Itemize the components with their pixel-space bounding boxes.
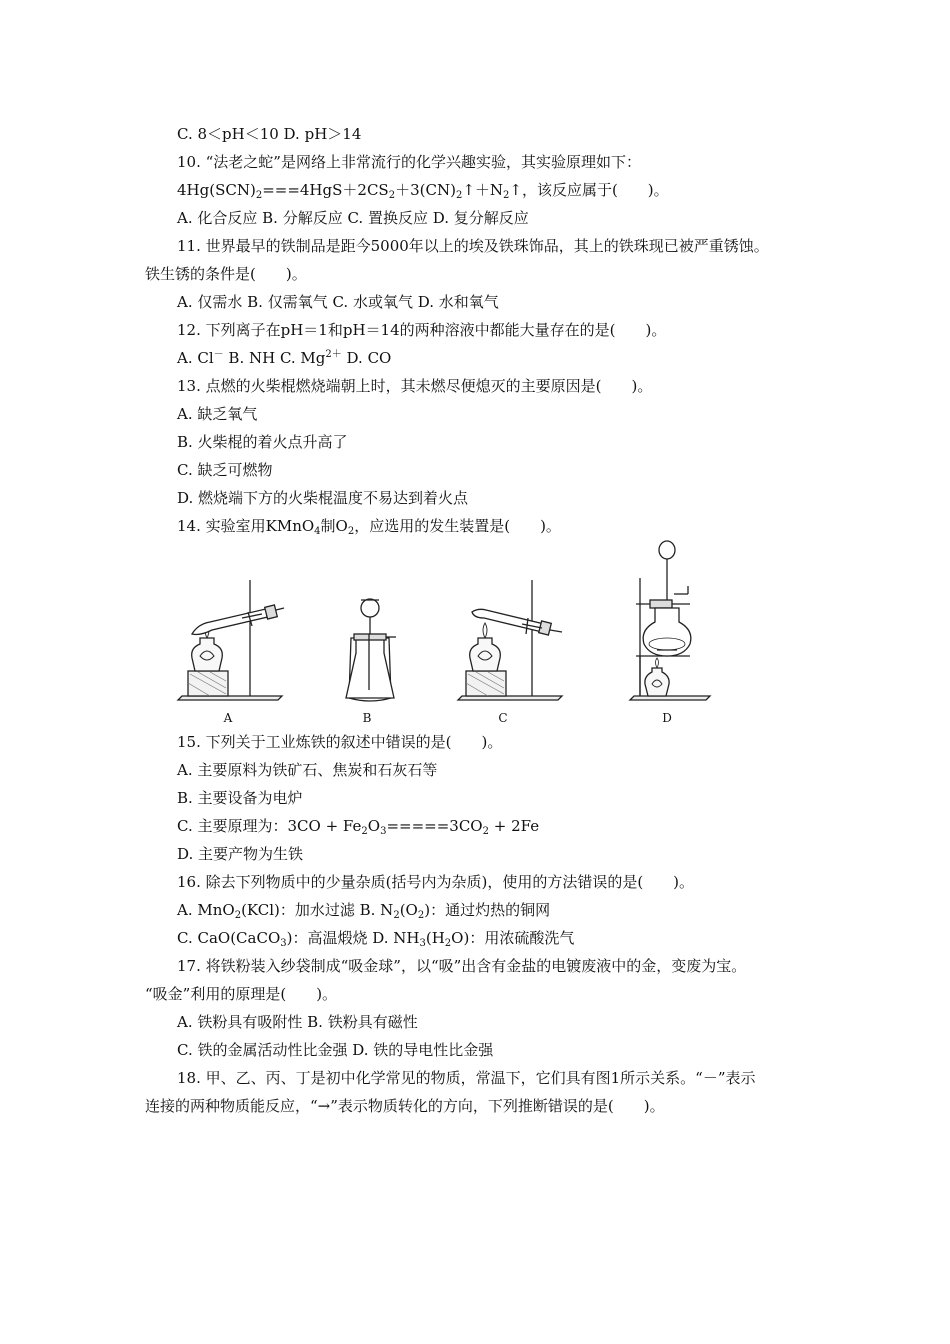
q11-stem-cont: 铁生锈的条件是( )。 <box>145 265 307 283</box>
q10-stem: 10. “法老之蛇”是网络上非常流行的化学兴趣实验，其实验原理如下： <box>177 153 641 171</box>
apparatus-figure <box>170 538 730 728</box>
q11-stem: 11. 世界最早的铁制品是距今5000年以上的埃及铁珠饰品，其上的铁珠现已被严重锈蚀。 <box>177 237 769 255</box>
q13-option-b: B. 火柴棍的着火点升高了 <box>177 433 348 451</box>
q14-stem: 14. 实验室用KMnO$_4$制$O_2$，应选用的发生装置是( )。 <box>177 517 561 537</box>
q16-stem: 16. 除去下列物质中的少量杂质(括号内为杂质)，使用的方法错误的是( )。 <box>177 873 695 891</box>
q15-option-b: B. 主要设备为电炉 <box>177 789 303 807</box>
q11-options: A. 仅需水 B. 仅需氧气 C. 水或氧气 D. 水和氧气 <box>177 293 499 311</box>
figure-label-d: D <box>662 711 672 725</box>
q10-options: A. 化合反应 B. 分解反应 C. 置换反应 D. 复分解反应 <box>177 209 529 227</box>
apparatus-c <box>458 580 562 700</box>
q9-options-cd: C. 8＜pH＜10 D. pH＞14 <box>177 125 362 143</box>
q12-options: A. Cl－ B. NH C. $Mg^{2+}$ D. CO <box>177 349 392 367</box>
q16-options-cd: C. CaO(CaCO$_3$)：高温煅烧 D. $NH_3(H_2O)$：用浓硫酸洗气 <box>177 929 575 949</box>
q15-option-c: C. 主要原理为：$3CO + Fe_2O_3=====3CO_2 + 2Fe$ <box>177 817 540 837</box>
apparatus-d <box>630 541 710 700</box>
q13-option-a: A. 缺乏氧气 <box>177 405 258 423</box>
figure-label-c: C <box>498 711 508 725</box>
q12-stem: 12. 下列离子在pH＝1和pH＝14的两种溶液中都能大量存在的是( )。 <box>177 321 667 339</box>
q18-stem-cont: 连接的两种物质能反应，“→”表示物质转化的方向，下列推断错误的是( )。 <box>145 1097 665 1115</box>
q17-stem-cont: “吸金”利用的原理是( )。 <box>145 985 338 1003</box>
q13-stem: 13. 点燃的火柴棍燃烧端朝上时，其未燃尽便熄灭的主要原因是( )。 <box>177 377 653 395</box>
apparatus-b <box>346 599 396 701</box>
q13-option-c: C. 缺乏可燃物 <box>177 461 273 479</box>
figure-label-b: B <box>362 711 372 725</box>
q17-options-ab: A. 铁粉具有吸附性 B. 铁粉具有磁性 <box>177 1013 418 1031</box>
q10-equation: $4Hg(SCN)_2===4HgS+2CS_2+3(CN)_2↑+N_2↑$，该反应属于( )。 <box>177 181 669 201</box>
q17-stem: 17. 将铁粉装入纱袋制成“吸金球”，以“吸”出含有金盐的电镀废液中的金，变废为宝。 <box>177 957 747 975</box>
figure-label-a: A <box>223 711 233 725</box>
q18-stem: 18. 甲、乙、丙、丁是初中化学常见的物质，常温下，它们具有图1所示关系。“－”表示 <box>177 1069 756 1087</box>
q15-option-d: D. 主要产物为生铁 <box>177 845 304 863</box>
q16-options-ab: A. MnO$_2$(KCl)：加水过滤 B. $N_2(O_2)$：通过灼热的铜网 <box>177 901 551 921</box>
q15-option-a: A. 主要原料为铁矿石、焦炭和石灰石等 <box>177 761 438 779</box>
q17-options-cd: C. 铁的金属活动性比金强 D. 铁的导电性比金强 <box>177 1041 494 1059</box>
apparatus-a <box>178 580 284 700</box>
q13-option-d: D. 燃烧端下方的火柴棍温度不易达到着火点 <box>177 489 469 507</box>
q15-stem: 15. 下列关于工业炼铁的叙述中错误的是( )。 <box>177 733 503 751</box>
